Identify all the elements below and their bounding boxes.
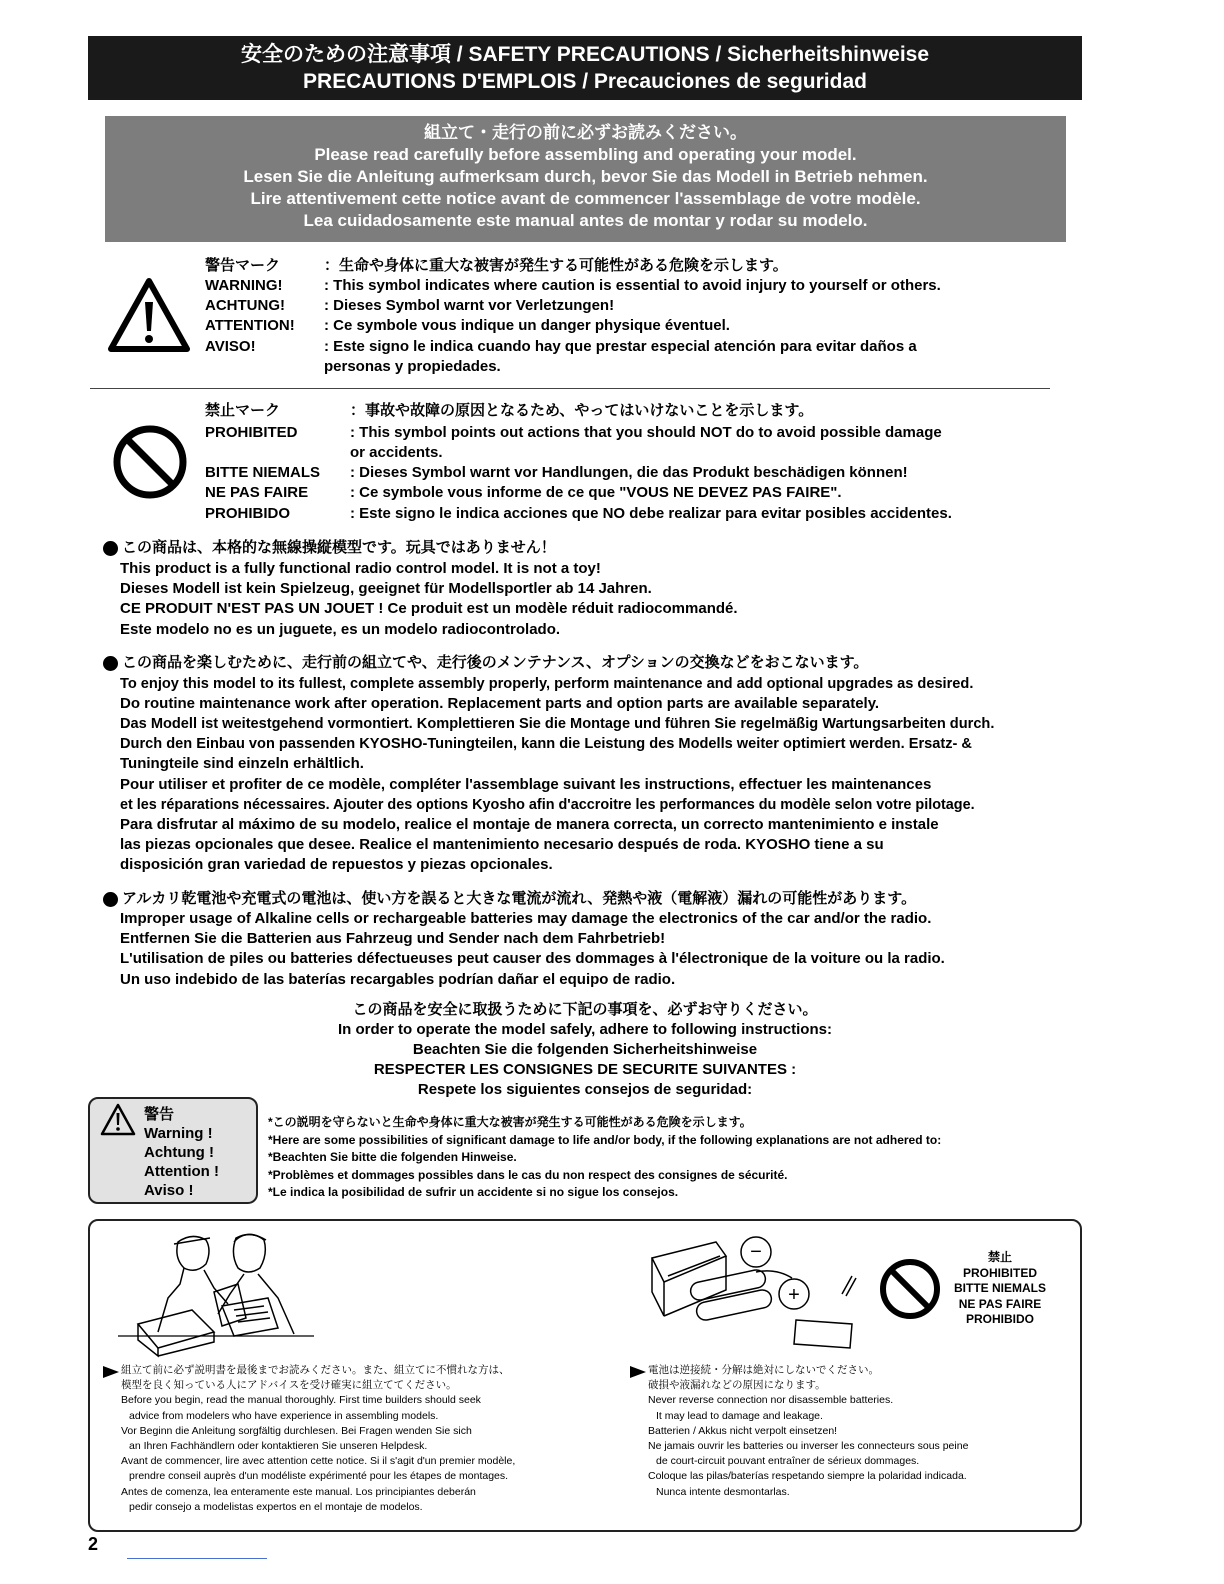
warning-word: Attention ! (144, 1163, 219, 1180)
warning-triangle-icon (106, 276, 192, 356)
prohibited-label: 禁止マーク (205, 402, 281, 419)
prohibited-text: : Este signo le indica acciones que NO debe realizar para evitar posibles accidentes. (350, 505, 952, 522)
prohibited-label: BITTE NIEMALS (205, 464, 320, 481)
warning-words (144, 1105, 219, 1200)
notice-line: et les réparations nécessaires. Ajouter des options Kyosho afin d'accroitre les performances du modèle selon votre pilotage. (120, 797, 975, 813)
instruction-line: この商品を安全に取扱うために下記の事項を、必ずお守りください。 (352, 1001, 818, 1018)
warning-note: *Problèmes et dommages possibles dans le cas du non respect des consignes de sécurité. (268, 1167, 788, 1182)
warning-word: 警告 (144, 1106, 175, 1123)
instruction-line: Beachten Sie die folgenden Sicherheitshinweise (412, 1041, 758, 1058)
title-line-2: PRECAUTIONS D'EMPLOIS / Precauciones de seguridad (303, 70, 867, 93)
tip-line: 模型を良く知っている人にアドバイスを受け確実に組立ててください。 (121, 1379, 457, 1392)
warning-note: *Le indica la posibilidad de sufrir un accidente si no sigue los consejos. (268, 1185, 679, 1199)
warning-word: Warning ! (144, 1125, 213, 1142)
warning-text: ：生命や身体に重大な被害が発生する可能性がある危険を示します。 (324, 257, 788, 274)
warning-text: : Este signo le indica cuando hay que prestar especial atención para evitar daños a (324, 338, 917, 355)
notice-line: Este modelo no es un juguete, es un modelo radiocontrolado. (120, 621, 561, 638)
notice-line: CE PRODUIT N'EST PAS UN JOUET ! Ce produit est un modèle réduit radiocommandé. (120, 600, 738, 617)
read-notice-line: 組立て・走行の前に必ずお読みください。 (424, 123, 747, 142)
prohibited-word: PROHIBITED (962, 1265, 1037, 1280)
prohibited-word: PROHIBIDO (965, 1312, 1034, 1326)
battery-tip (648, 1363, 968, 1500)
warning-text: : This symbol indicates where caution is essential to avoid injury to yourself or others. (324, 277, 941, 294)
prohibited-label: PROHIBIDO (205, 505, 291, 522)
page-number: 2 (88, 1534, 99, 1554)
tip-line: advice from modelers who have experience in assembling models. (129, 1409, 439, 1422)
notice-line: This product is a fully functional radio control model. It is not a toy! (120, 560, 601, 577)
footer-rule (127, 1558, 267, 1559)
prohibited-icon (112, 424, 188, 500)
warning-note: *Here are some possibilities of significant damage to life and/or body, if the following explanations are not adhered to: (268, 1132, 942, 1147)
prohibited-text: or accidents. (350, 444, 443, 461)
section-divider (90, 388, 1050, 389)
notice-line: Un uso indebido de las baterías recargables podrían dañar el equipo de radio. (120, 971, 676, 988)
instruction-line: In order to operate the model safely, adhere to following instructions: (338, 1021, 832, 1038)
title-bar (88, 36, 1082, 100)
warning-word: Aviso ! (144, 1182, 194, 1199)
read-notice-line: Lea cuidadosamente este manual antes de montar y rodar su modelo. (303, 211, 868, 230)
arrow-right-icon (630, 1366, 646, 1378)
instruction-line: RESPECTER LES CONSIGNES DE SECURITE SUIVANTES : (373, 1061, 797, 1078)
tip-line: 破損や液漏れなどの原因になります。 (648, 1379, 826, 1392)
bullet-icon (103, 892, 118, 907)
notice-line: las piezas opcionales que desee. Realice el mantenimiento necesario después de roda. KYOSHO tiene a su (120, 836, 884, 853)
read-notice-line: Please read carefully before assembling and operating your model. (314, 145, 857, 164)
warning-label: ACHTUNG! (205, 297, 285, 314)
tip-line: 組立て前に必ず説明書を最後までお読みください。また、組立てに不慣れな方は、 (121, 1364, 510, 1376)
warning-text: personas y propiedades. (324, 358, 501, 375)
notice-line: Do routine maintenance work after operation. Replacement parts and option parts are available separately. (120, 695, 880, 712)
manual-tip (121, 1363, 515, 1515)
prohibited-word: 禁止 (987, 1250, 1012, 1264)
warning-label: 警告マーク (205, 257, 281, 274)
tip-line: pedir consejo a modelistas expertos en el montaje de modelos. (129, 1500, 423, 1513)
tip-line: Nunca intente desmontarlas. (656, 1485, 790, 1498)
notice-line: Das Modell ist weitestgehend vormontiert. Komplettieren Sie die Montage und führen Sie regelmäßig Wartungsarbeiten durch. (120, 716, 995, 732)
warning-word: Achtung ! (144, 1144, 214, 1161)
tip-line: an Ihren Fachhändlern oder kontaktieren Sie unseren Helpdesk. (129, 1440, 428, 1453)
notice-line: Dieses Modell ist kein Spielzeug, geeignet für Modellsportler ab 14 Jahren. (120, 580, 652, 597)
tip-line: Vor Beginn die Anleitung sorgfältig durchlesen. Bei Fragen wenden Sie sich (121, 1424, 472, 1437)
tip-line: 電池は逆接続・分解は絶対にしないでください。 (648, 1364, 879, 1376)
prohibited-text: : This symbol points out actions that you should NOT do to avoid possible damage (350, 424, 942, 441)
prohibited-label: NE PAS FAIRE (205, 484, 309, 501)
prohibited-text: : Dieses Symbol warnt vor Handlungen, die das Produkt beschädigen können! (350, 464, 908, 481)
notice-line: Tuningteile sind einzeln erhältlich. (120, 755, 364, 772)
notice-line: この商品は、本格的な無線操縦模型です。玩具ではありません！ (122, 539, 556, 556)
notice-line: この商品を楽しむために、走行前の組立てや、走行後のメンテナンス、オプションの交換などをおこないます。 (122, 654, 869, 671)
notice-line: To enjoy this model to its fullest, complete assembly properly, perform maintenance and add optional upgrades as desired. (120, 676, 974, 692)
notice-line: disposición gran variedad de repuestos y piezas opcionales. (120, 856, 553, 873)
notice-line: Entfernen Sie die Batterien aus Fahrzeug und Sender nach dem Fahrbetrieb! (120, 930, 666, 947)
warning-note: *Beachten Sie bitte die folgenden Hinweise. (268, 1150, 517, 1164)
prohibited-text: ：事故や故障の原因となるため、やってはいけないことを示します。 (350, 402, 814, 419)
prohibited-icon (878, 1257, 942, 1321)
tip-line: Batterien / Akkus nicht verpolt einsetzen! (648, 1424, 838, 1437)
warning-label: ATTENTION! (205, 317, 295, 334)
bullet-icon (103, 656, 118, 671)
notice-line: Para disfrutar al máximo de su modelo, realice el montaje de manera correcta, un correcto mantenimiento e instale (120, 816, 939, 833)
bullet-icon (103, 541, 118, 556)
safety-instructions-heading (200, 1000, 970, 1100)
prohibited-label-block (938, 1250, 1062, 1328)
tip-line: Before you begin, read the manual thoroughly. First time builders should seek (121, 1394, 481, 1407)
minus-sign: − (750, 1241, 762, 1263)
battery-illustration (646, 1232, 876, 1357)
notice-line: アルカリ乾電池や充電式の電池は、使い方を誤ると大きな電流が流れ、発熱や液（電解液）漏れの可能性があります。 (122, 890, 917, 907)
tip-line: Never reverse connection nor disassemble batteries. (648, 1394, 894, 1407)
warning-triangle-icon (99, 1102, 137, 1137)
tip-line: Ne jamais ouvrir les batteries ou inverser les connecteurs sous peine (648, 1440, 969, 1453)
warning-note: *この説明を守らないと生命や身体に重大な被害が発生する可能性がある危険を示します。 (268, 1115, 752, 1129)
title-line-1: 安全のための注意事項 / SAFETY PRECAUTIONS / Sicherheitshinweise (240, 43, 930, 66)
arrow-right-icon (103, 1366, 119, 1378)
notice-line: Pour utiliser et profiter de ce modèle, compléter l'assemblage suivant les instructions, effectuer les maintenances (120, 776, 932, 793)
notice-line: Improper usage of Alkaline cells or rechargeable batteries may damage the electronics of the car and/or the radio. (120, 910, 932, 927)
tip-line: de court-circuit pouvant entraîner de sérieux dommages. (656, 1455, 920, 1468)
warning-text: : Dieses Symbol warnt vor Verletzungen! (324, 297, 615, 314)
tip-line: Coloque las pilas/baterías respetando siempre la polaridad indicada. (648, 1470, 967, 1483)
prohibited-word: BITTE NIEMALS (954, 1281, 1046, 1295)
warning-text: : Ce symbole vous indique un danger physique éventuel. (324, 317, 730, 334)
prohibited-text: : Ce symbole vous informe de ce que "VOUS NE DEVEZ PAS FAIRE". (350, 484, 842, 501)
prohibited-word: NE PAS FAIRE (958, 1296, 1042, 1311)
prohibited-label: PROHIBITED (205, 424, 298, 441)
tip-line: It may lead to damage and leakage. (656, 1409, 823, 1422)
warning-label: WARNING! (205, 277, 283, 294)
tip-line: Antes de comenza, lea enteramente este manual. Los principiantes deberán (121, 1485, 476, 1498)
notice-line: L'utilisation de piles ou batteries défectueuses peut causer des dommages à l'électronique de la voiture ou la radio. (120, 950, 945, 967)
warning-label: AVISO! (205, 338, 256, 355)
read-notice-line: Lire attentivement cette notice avant de commencer l'assemblage de votre modèle. (250, 189, 921, 208)
tip-line: Avant de commencer, lire avec attention cette notice. Si il s'agit d'un premier modèle, (121, 1455, 516, 1468)
read-notice-box (105, 116, 1066, 242)
read-notice-line: Lesen Sie die Anleitung aufmerksam durch, bevor Sie das Modell in Betrieb nehmen. (243, 167, 928, 186)
warning-notes (268, 1114, 941, 1202)
notice-line: Durch den Einbau von passenden KYOSHO-Tuningteilen, kann die Leistung des Modells weiter optimiert werden. Ersatz- & (120, 736, 972, 752)
tip-line: prendre conseil auprès d'un modéliste expérimenté pour les étapes de montages. (129, 1470, 509, 1483)
reading-manual-illustration (118, 1228, 314, 1358)
instruction-line: Respete los siguientes consejos de seguridad: (417, 1081, 753, 1098)
plus-sign: + (788, 1284, 800, 1306)
